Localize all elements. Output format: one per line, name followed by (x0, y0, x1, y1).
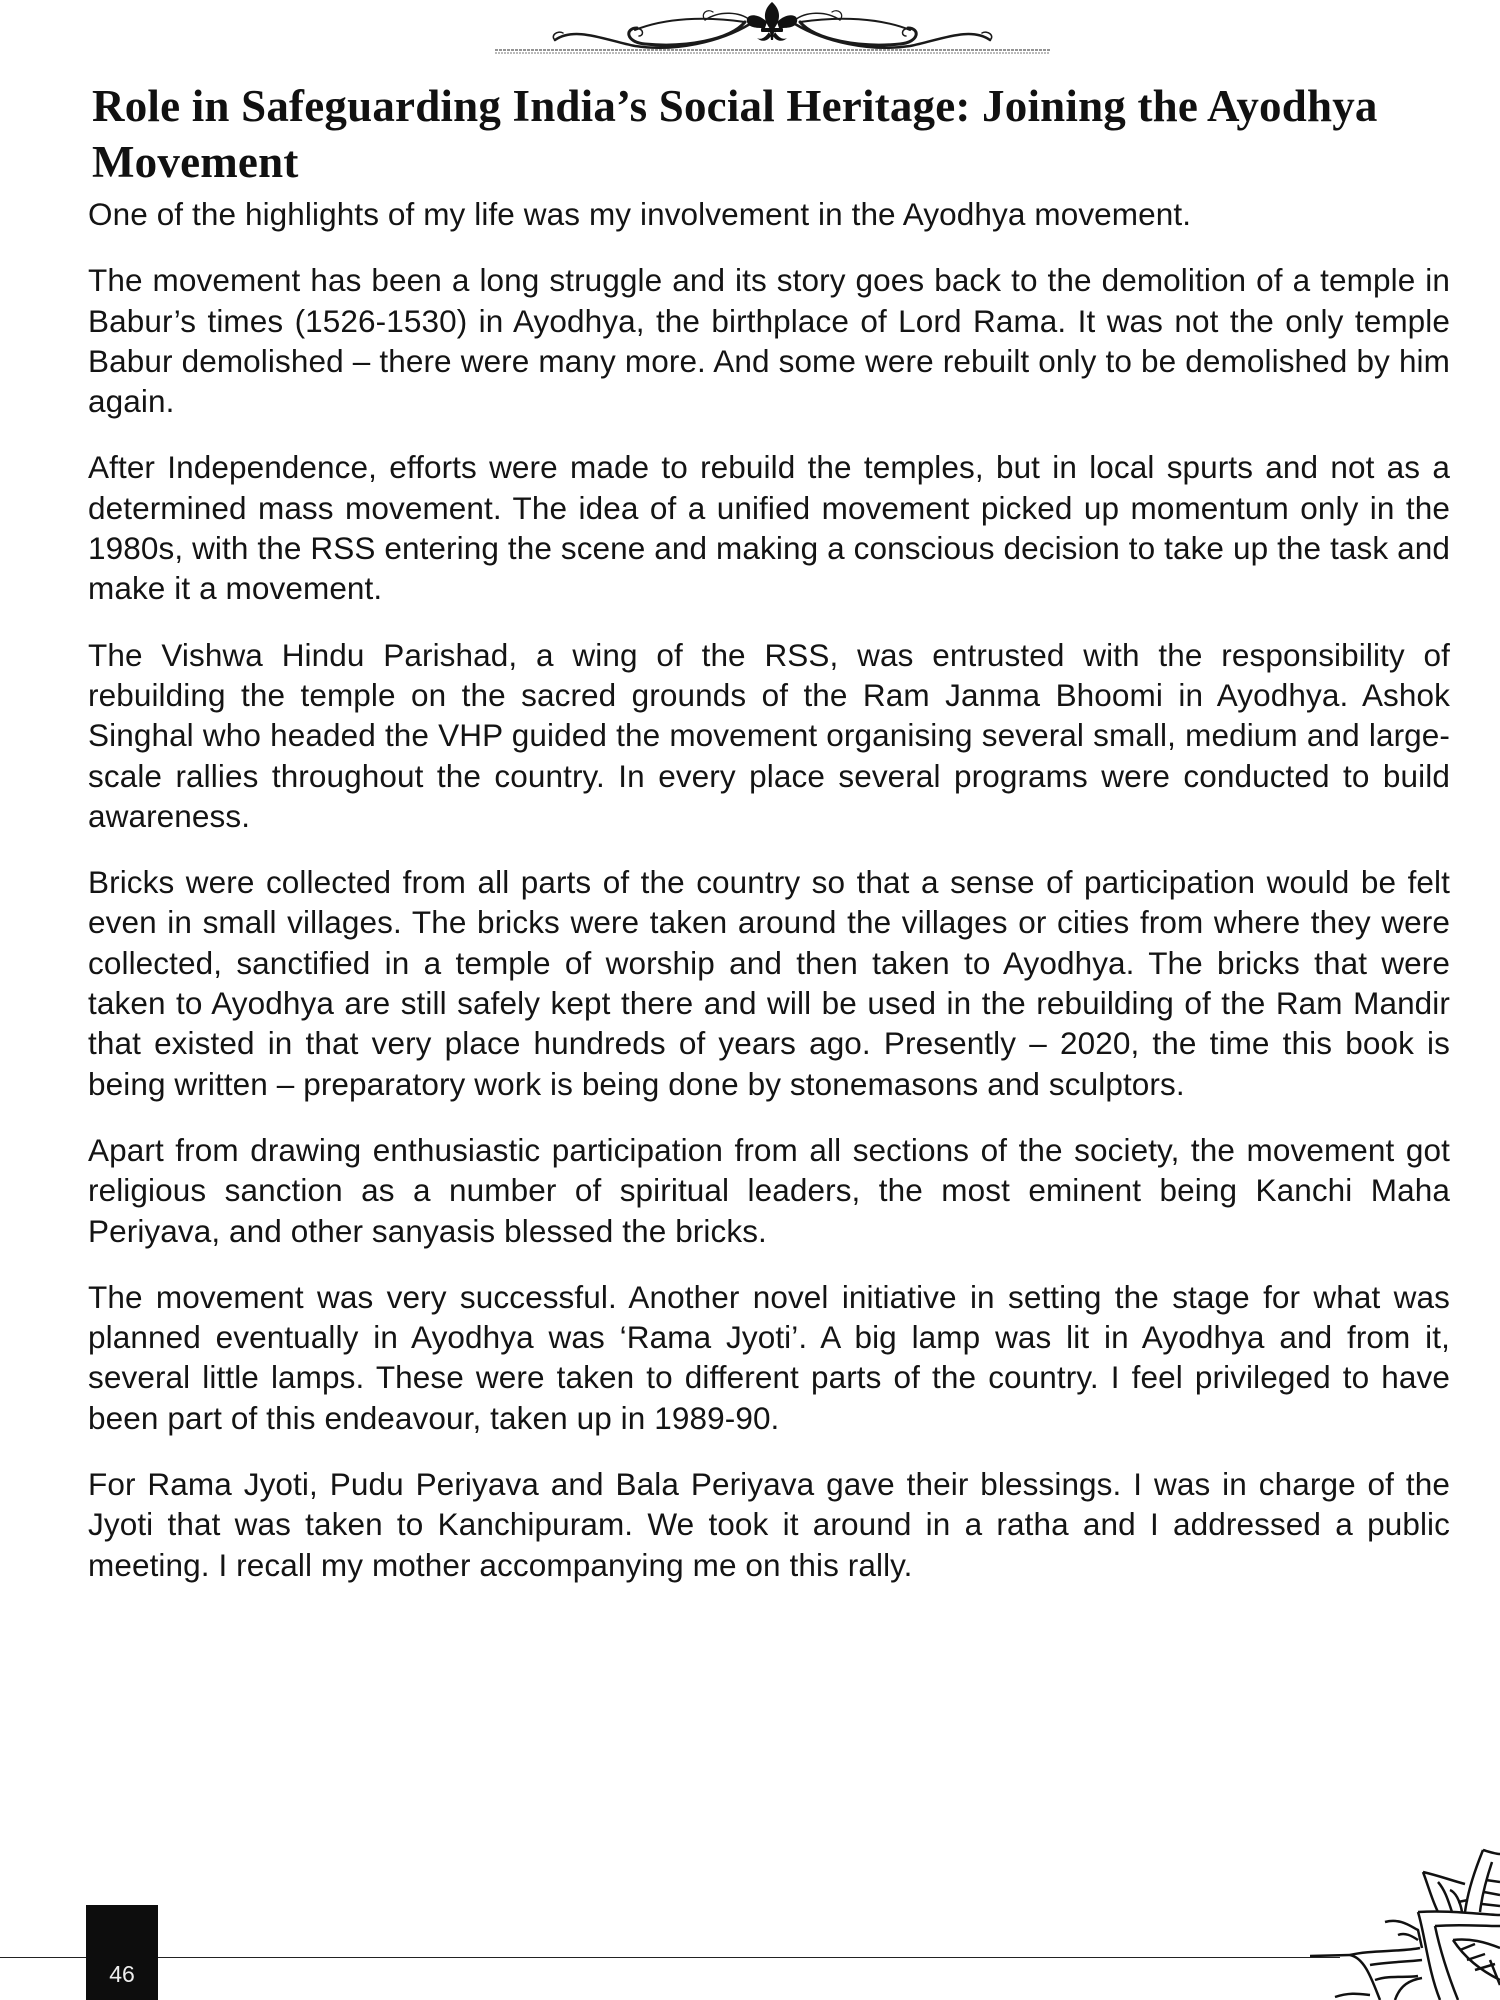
page-number: 46 (109, 1961, 135, 1987)
footer-rule (0, 1957, 1340, 1958)
paragraph: The Vishwa Hindu Parishad, a wing of the RSS, was entrusted with the responsibility of rebuilding the temple on the sacred grounds of the Ram Janma Bhoomi in Ayodhya. Ashok Singhal who headed the VHP guided the movement organising several small, medium and large-scale rallies throughout the country. In every place several programs were conducted to build awareness. (88, 636, 1450, 834)
paragraph: After Independence, efforts were made to rebuild the temples, but in local spurts and not as a determined mass movement. The idea of a unified movement picked up momentum only in the 1980s, with the RSS entering the scene and making a conscious decision to take up the task and make it a movement. (88, 449, 1450, 607)
body-text (88, 194, 1450, 1611)
paragraph: The movement has been a long struggle and its story goes back to the demolition of a temple in Babur’s times (1526-1530) in Ayodhya, the birthplace of Lord Rama. It was not the only temple Babur demolished – there were many more. And some were rebuilt only to be demolished by him again. (88, 262, 1450, 420)
paragraph: Bricks were collected from all parts of the country so that a sense of participation would be felt even in small villages. The bricks were taken around the villages or cities from where they were collected, sanctified in a temple of worship and then taken to Ayodhya. The bricks that were taken to Ayodhya are still safely kept there and will be used in the rebuilding of the Ram Mandir that existed in that very place hundreds of years ago. Presently – 2020, the time this book is being written – preparatory work is being done by stonemasons and sculptors. (88, 864, 1450, 1102)
page-number-tab (86, 1905, 158, 2000)
lotus-mandala-icon (1310, 1840, 1500, 2000)
paragraph: Apart from drawing enthusiastic participation from all sections of the society, the movement got religious sanction as a number of spiritual leaders, the most eminent being Kanchi Maha Periyava, and other sanyasis blessed the bricks. (88, 1131, 1450, 1249)
paragraph: One of the highlights of my life was my involvement in the Ayodhya movement. (88, 196, 1192, 232)
page-heading: Role in Safeguarding India’s Social Heritage: Joining the Ayodhya Movement (92, 81, 1378, 187)
fleur-de-lis-flourish-icon (495, 0, 1050, 56)
paragraph: For Rama Jyoti, Pudu Periyava and Bala Periyava gave their blessings. I was in charge of the Jyoti that was taken to Kanchipuram. We took it around in a ratha and I addressed a public meeting. I recall my mother accompanying me on this rally. (88, 1466, 1450, 1583)
paragraph: The movement was very successful. Another novel initiative in setting the stage for what was planned eventually in Ayodhya was ‘Rama Jyoti’. A big lamp was lit in Ayodhya and from it, several little lamps. These were taken to different parts of the country. I feel privileged to have been part of this endeavour, taken up in 1989-90. (88, 1278, 1450, 1436)
